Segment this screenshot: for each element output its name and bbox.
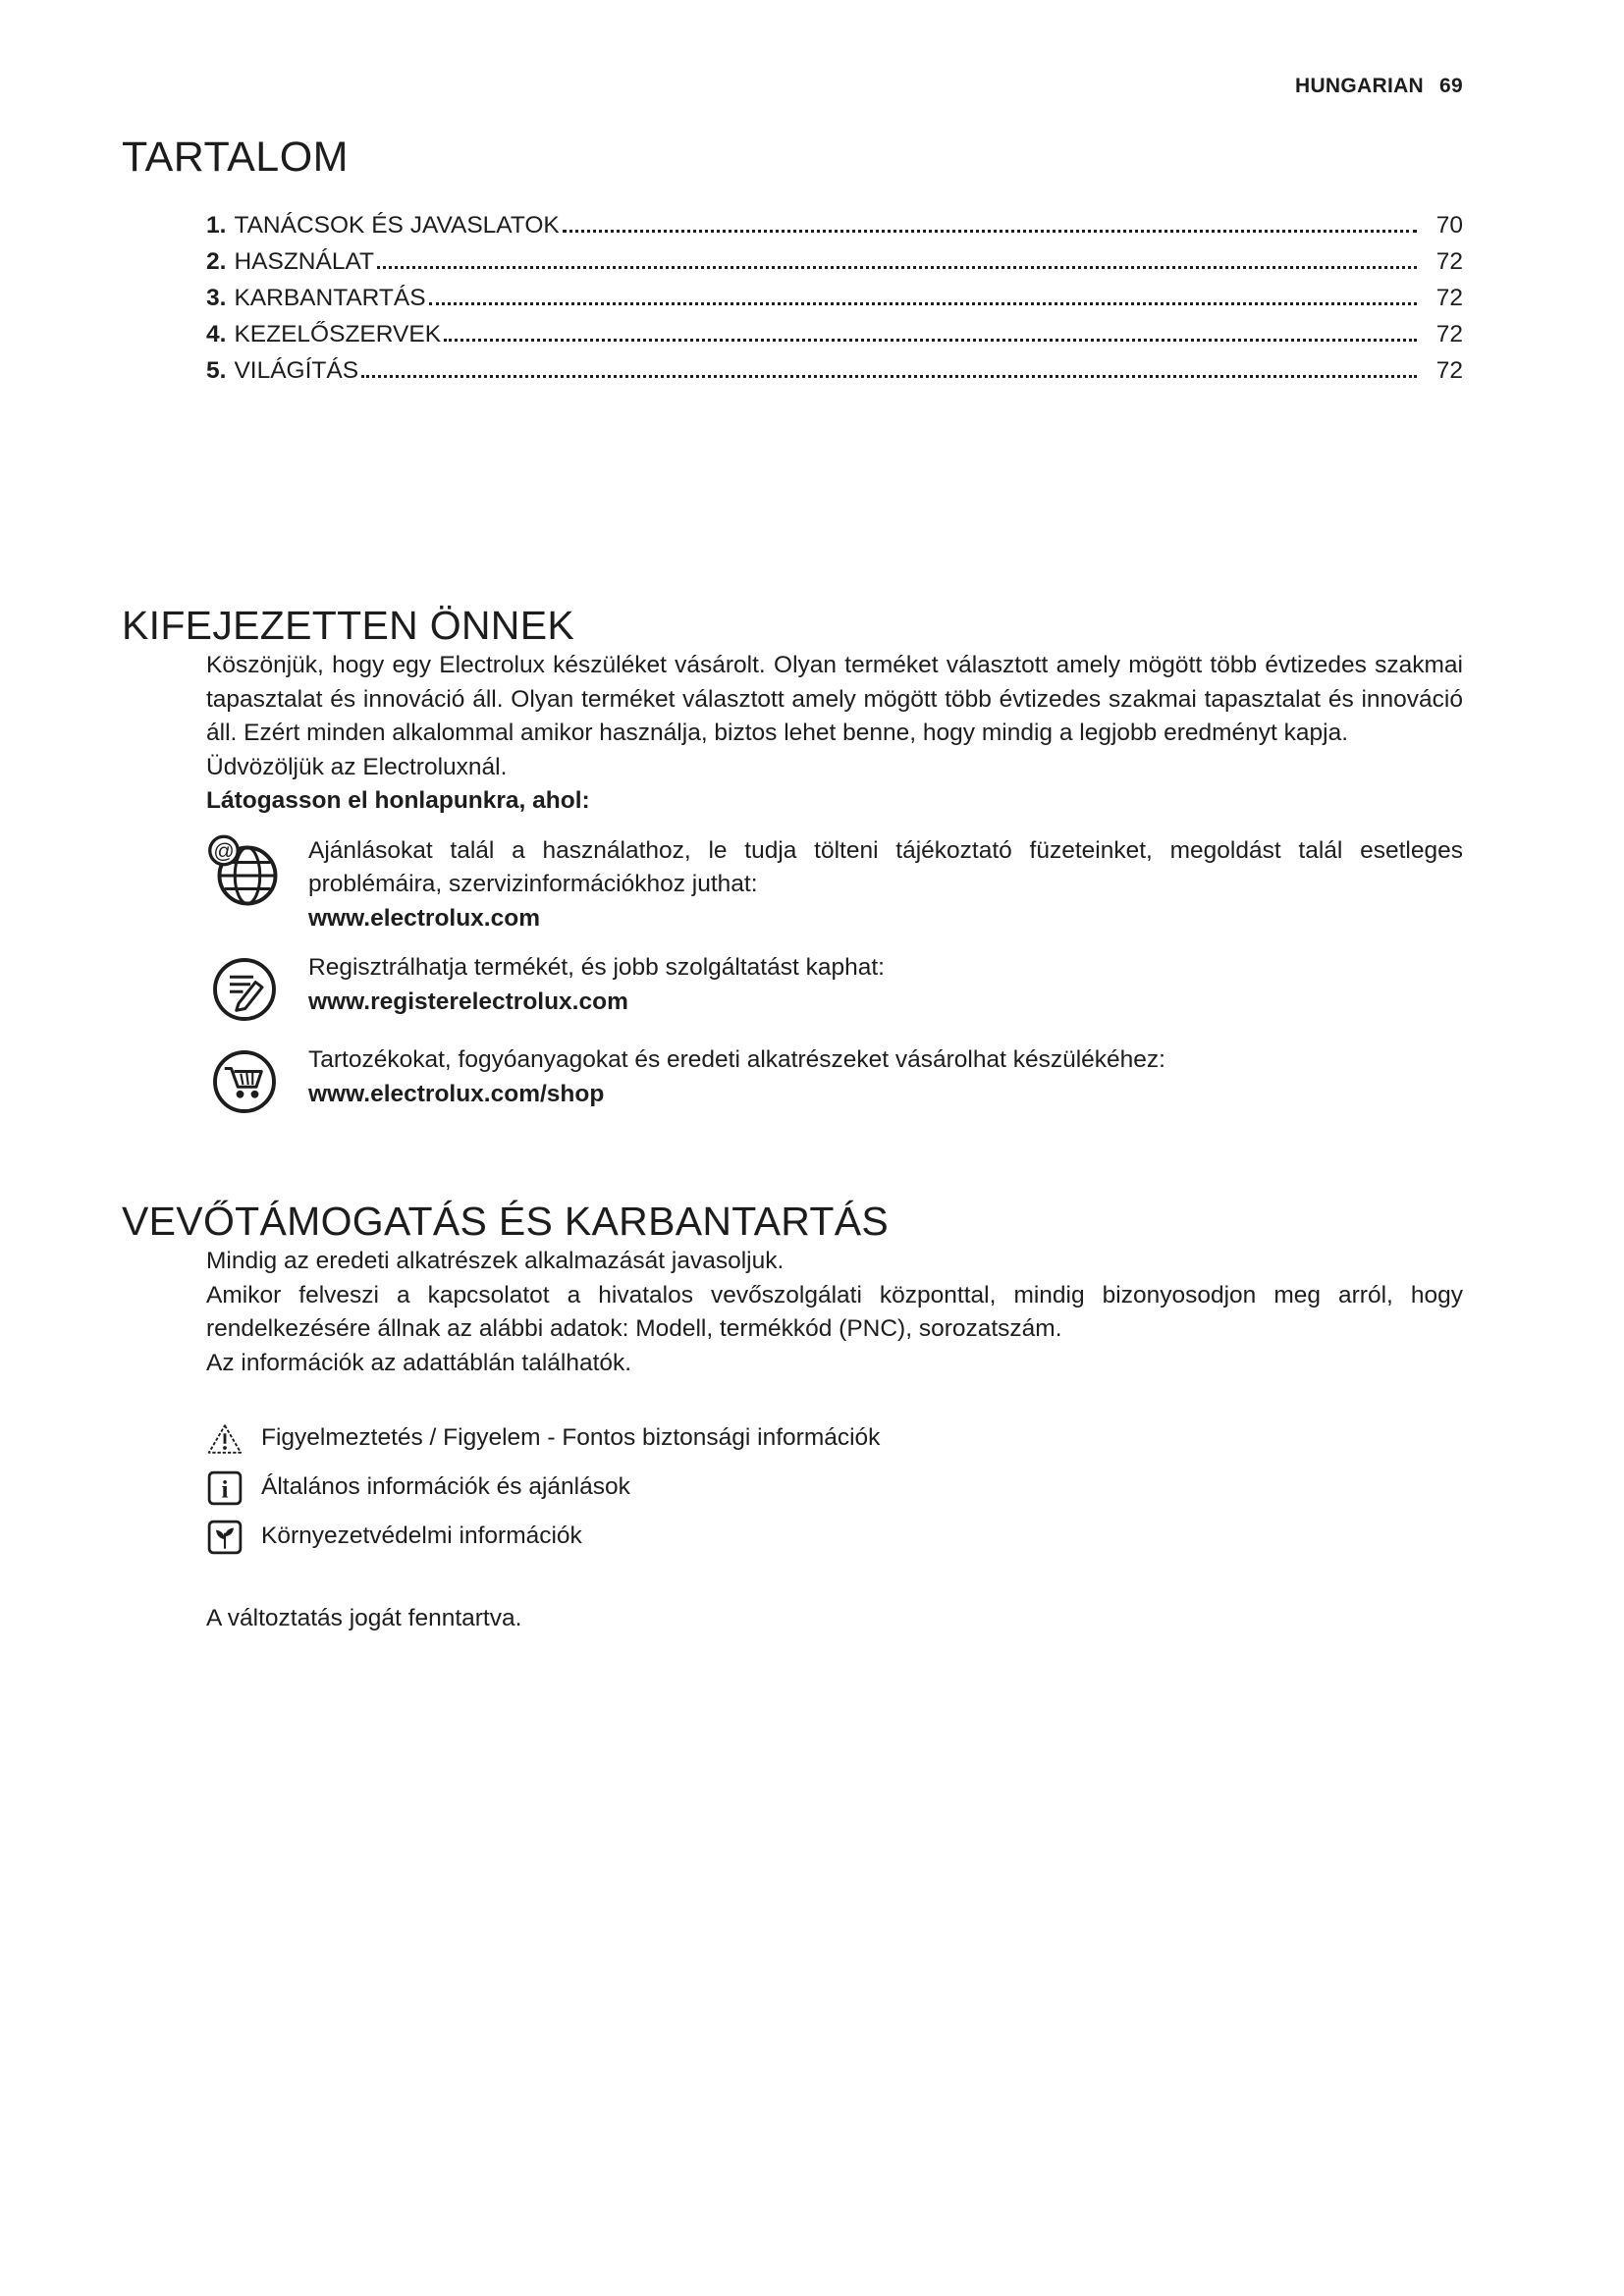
page-header bbox=[122, 75, 1463, 98]
page-number: 69 bbox=[1439, 75, 1463, 97]
warning-notice-text: Figyelmeztetés / Figyelem - Fontos biztonsági információk bbox=[261, 1424, 881, 1451]
toc-dot-leader bbox=[361, 375, 1417, 378]
globe-web-icon bbox=[206, 834, 283, 911]
shopping-cart-icon bbox=[206, 1043, 283, 1120]
environment-notice-text: Környezetvédelmi információk bbox=[261, 1522, 582, 1549]
shop-link-description: Tartozékokat, fogyóanyagokat és eredeti alkatrészeket vásárolhat készülékéhez: bbox=[308, 1046, 1165, 1073]
register-link-description: Regisztrálhatja termékét, és jobb szolgáltatást kaphat: bbox=[308, 954, 885, 981]
shop-link-text-block bbox=[308, 1043, 1463, 1120]
environment-icon bbox=[206, 1520, 244, 1555]
visit-heading: Látogasson el honlapunkra, ahol: bbox=[206, 787, 590, 814]
section-title-support: VEVŐTÁMOGATÁS ÉS KARBANTARTÁS bbox=[122, 1199, 890, 1244]
toc-item-2[interactable] bbox=[206, 243, 1463, 280]
toc-item-page: 72 bbox=[1435, 321, 1463, 347]
toc-item-number: 5. bbox=[206, 357, 227, 384]
shop-link-row bbox=[206, 1043, 1463, 1120]
toc-item-page: 72 bbox=[1435, 248, 1463, 275]
warning-triangle-icon bbox=[206, 1421, 244, 1457]
support-line-1: Mindig az eredeti alkatrészek alkalmazását javasoljuk. bbox=[206, 1248, 785, 1274]
toc-item-1[interactable] bbox=[206, 207, 1463, 243]
support-line-2: Amikor felveszi a kapcsolatot a hivatalos vevőszolgálati központtal, mindig bizonyosodjon meg arról, hogy rendelkezésére állnak az alábbi adatok: Modell, termékkód (PNC), sorozatszám. bbox=[206, 1281, 1463, 1342]
toc-item-number: 3. bbox=[206, 285, 227, 311]
toc-item-page: 72 bbox=[1435, 285, 1463, 311]
toc-title: TARTALOM bbox=[122, 133, 349, 181]
register-link-url[interactable]: www.registerelectrolux.com bbox=[308, 988, 628, 1015]
toc-item-label: KEZELŐSZERVEK bbox=[234, 321, 442, 347]
toc-item-number: 4. bbox=[206, 321, 227, 347]
toc-item-label: TANÁCSOK ÉS JAVASLATOK bbox=[234, 212, 560, 239]
toc-dot-leader bbox=[444, 339, 1417, 342]
website-link-text-block bbox=[308, 834, 1463, 936]
section-title-for-you: KIFEJEZETTEN ÖNNEK bbox=[122, 603, 575, 648]
toc-item-label: KARBANTARTÁS bbox=[234, 285, 426, 311]
toc-item-page: 72 bbox=[1435, 357, 1463, 384]
svg-text:@: @ bbox=[213, 839, 235, 863]
toc-item-3[interactable] bbox=[206, 280, 1463, 316]
for-you-section bbox=[206, 649, 1463, 1120]
for-you-paragraph: Köszönjük, hogy egy Electrolux készüléket vásárolt. Olyan terméket választott amely mögött több évtizedes szakmai tapasztalat és innováció áll. Olyan terméket választott amely mögött több évtizedes szakmai tapasztalat és innováció áll. Ezért minden alkalommal amikor használja, biztos lehet benne, hogy mindig a legjobb eredményt kapja. bbox=[206, 652, 1463, 746]
toc-item-number: 1. bbox=[206, 212, 227, 239]
rights-reserved-line: A változtatás jogát fenntartva. bbox=[206, 1605, 522, 1631]
website-link-description: Ajánlásokat talál a használathoz, le tudja tölteni tájékoztató füzeteinket, megoldást talál esetleges problémáira, szervizinformációkhoz juthat: bbox=[308, 836, 1463, 897]
register-link-row bbox=[206, 951, 1463, 1028]
notice-legend bbox=[206, 1421, 1463, 1555]
register-link-text-block bbox=[308, 951, 1463, 1028]
language-label: HUNGARIAN bbox=[1295, 75, 1425, 97]
website-link-row bbox=[206, 834, 1463, 936]
toc-dot-leader bbox=[377, 266, 1417, 269]
register-document-icon bbox=[206, 951, 283, 1028]
toc-dot-leader bbox=[563, 230, 1417, 233]
toc-item-label: VILÁGÍTÁS bbox=[234, 357, 359, 384]
warning-notice-row bbox=[206, 1421, 1463, 1457]
website-link-url[interactable]: www.electrolux.com bbox=[308, 904, 540, 932]
toc-item-number: 2. bbox=[206, 248, 227, 275]
table-of-contents bbox=[206, 207, 1463, 389]
toc-item-5[interactable] bbox=[206, 352, 1463, 389]
support-line-3: Az információk az adattáblán találhatók. bbox=[206, 1349, 632, 1376]
environment-notice-row bbox=[206, 1520, 1463, 1555]
info-notice-text: Általános információk és ajánlások bbox=[261, 1473, 630, 1500]
welcome-line: Üdvözöljük az Electroluxnál. bbox=[206, 753, 508, 780]
toc-dot-leader bbox=[429, 302, 1417, 305]
shop-link-url[interactable]: www.electrolux.com/shop bbox=[308, 1080, 605, 1107]
info-icon bbox=[206, 1470, 244, 1506]
svg-text:i: i bbox=[221, 1475, 229, 1504]
toc-item-label: HASZNÁLAT bbox=[234, 248, 374, 275]
toc-item-page: 70 bbox=[1435, 212, 1463, 239]
info-notice-row bbox=[206, 1470, 1463, 1506]
toc-item-4[interactable] bbox=[206, 316, 1463, 352]
support-section bbox=[206, 1245, 1463, 1636]
